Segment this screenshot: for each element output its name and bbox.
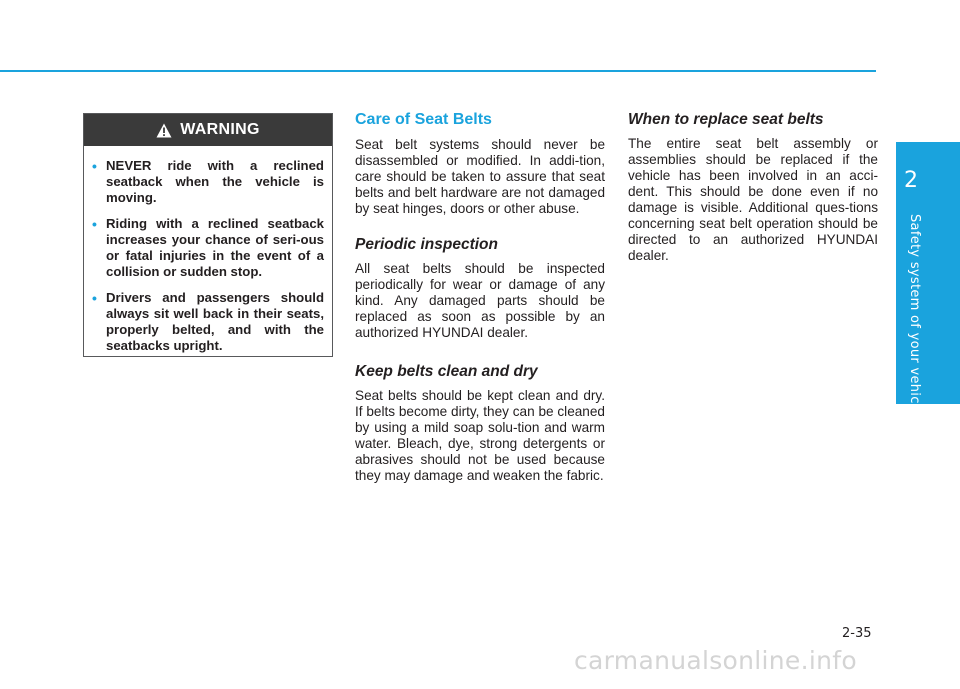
bullet-dot-icon: •: [92, 158, 97, 174]
warning-item-text: Drivers and passengers should always sit well back in their seats, properly belted, and with the seatbacks upright.: [106, 290, 324, 353]
warning-triangle-icon: [156, 123, 172, 138]
chapter-tab: [896, 142, 960, 416]
middle-column: [355, 112, 605, 484]
care-body: Seat belt systems should never be disassembled or modified. In addi-tion, care should be taken to assure that seat belts and belt hardware are not damaged by seat hinges, doors or other abuse.: [355, 137, 605, 216]
warning-item: [92, 158, 324, 206]
replace-heading: When to replace seat belts: [628, 111, 824, 128]
warning-list: [84, 146, 332, 354]
periodic-heading: Periodic inspection: [355, 236, 498, 253]
periodic-body: All seat belts should be inspected periodically for wear or damage of any kind. Any damaged parts should be replaced as soon as possible by an authorized HYUNDAI dealer.: [355, 261, 605, 340]
warning-item-text: Riding with a reclined seatback increases your chance of seri-ous or fatal injuries in the event of a collision or sudden stop.: [106, 216, 324, 279]
warning-header: [84, 114, 332, 146]
top-rule: [0, 70, 876, 72]
warning-title: WARNING: [180, 121, 260, 138]
bullet-dot-icon: •: [92, 216, 97, 232]
right-column: [628, 112, 878, 264]
page-number: 2-35: [842, 626, 872, 641]
clean-body: Seat belts should be kept clean and dry. If belts become dirty, they can be cleaned by using a mild soap solu-tion and warm water. Bleach, dye, strong detergents or abrasives should not be used because they may damage and weaken the fabric.: [355, 388, 605, 483]
warning-item-text: NEVER ride with a reclined seatback when the vehicle is moving.: [106, 158, 324, 205]
care-heading: Care of Seat Belts: [355, 111, 492, 128]
replace-body: The entire seat belt assembly or assemblies should be replaced if the vehicle has been involved in an acci-dent. This should be done even if no damage is visible. Additional ques-tions concerning seat belt operation should be directed to an authorized HYUNDAI dealer.: [628, 136, 878, 263]
chapter-title: Safety system of your vehicle: [907, 214, 922, 416]
chapter-number: 2: [904, 168, 918, 193]
warning-box: [83, 113, 333, 357]
clean-heading: Keep belts clean and dry: [355, 363, 538, 380]
watermark: carmanualsonline.info: [574, 646, 857, 675]
warning-item: [92, 290, 324, 354]
bullet-dot-icon: •: [92, 290, 97, 306]
warning-item: [92, 216, 324, 280]
